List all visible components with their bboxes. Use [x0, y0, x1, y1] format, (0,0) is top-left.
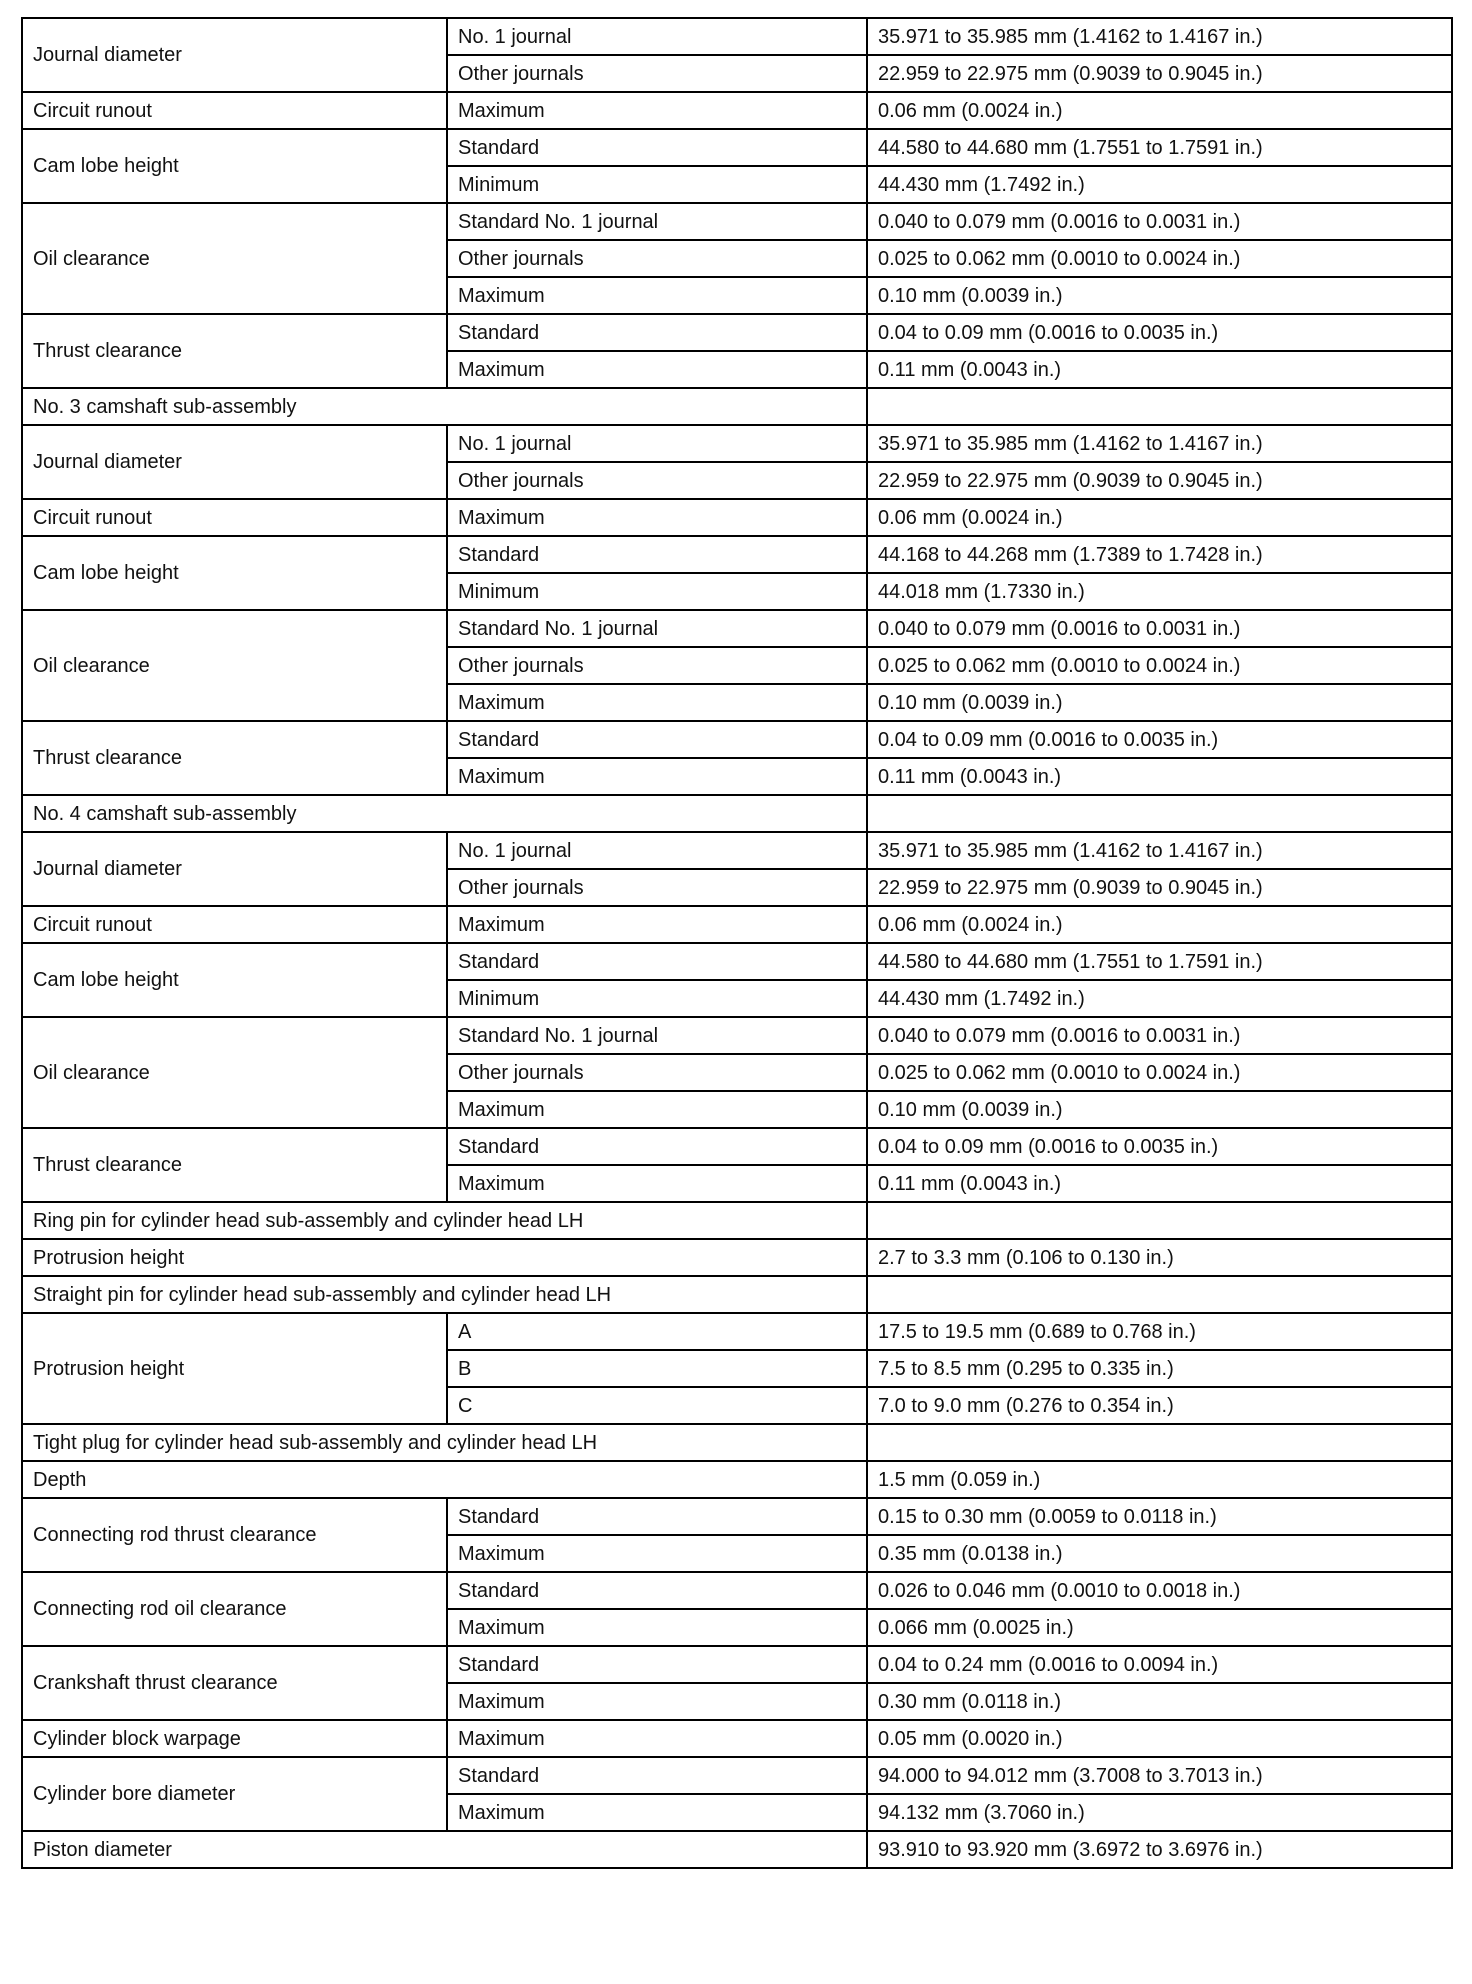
- table-cell: 0.040 to 0.079 mm (0.0016 to 0.0031 in.): [867, 610, 1452, 647]
- table-cell: Straight pin for cylinder head sub-assembly and cylinder head LH: [22, 1276, 867, 1313]
- table-row: [22, 906, 1452, 943]
- table-row: [22, 1239, 1452, 1276]
- table-cell: Maximum: [447, 277, 867, 314]
- table-cell: Cam lobe height: [22, 129, 447, 203]
- table-cell: 0.06 mm (0.0024 in.): [867, 92, 1452, 129]
- table-cell: 0.04 to 0.24 mm (0.0016 to 0.0094 in.): [867, 1646, 1452, 1683]
- table-cell: 7.0 to 9.0 mm (0.276 to 0.354 in.): [867, 1387, 1452, 1424]
- table-cell: Ring pin for cylinder head sub-assembly and cylinder head LH: [22, 1202, 867, 1239]
- table-row: [22, 425, 1452, 462]
- table-cell: Cam lobe height: [22, 943, 447, 1017]
- table-cell: Thrust clearance: [22, 721, 447, 795]
- table-cell: Circuit runout: [22, 499, 447, 536]
- specification-table-body: [22, 18, 1452, 1868]
- table-cell: [867, 388, 1452, 425]
- table-cell: Other journals: [447, 55, 867, 92]
- table-row: [22, 832, 1452, 869]
- table-cell: Standard No. 1 journal: [447, 1017, 867, 1054]
- table-cell: Standard: [447, 943, 867, 980]
- table-cell: 22.959 to 22.975 mm (0.9039 to 0.9045 in.): [867, 462, 1452, 499]
- table-row: [22, 1572, 1452, 1609]
- table-cell: 0.10 mm (0.0039 in.): [867, 277, 1452, 314]
- table-cell: Standard: [447, 1128, 867, 1165]
- table-cell: Standard: [447, 314, 867, 351]
- table-cell: Standard: [447, 536, 867, 573]
- table-cell: Standard: [447, 129, 867, 166]
- table-row: [22, 795, 1452, 832]
- table-row: [22, 943, 1452, 980]
- table-cell: Other journals: [447, 869, 867, 906]
- table-cell: Minimum: [447, 166, 867, 203]
- table-cell: Other journals: [447, 1054, 867, 1091]
- table-cell: Piston diameter: [22, 1831, 867, 1868]
- table-row: [22, 18, 1452, 55]
- table-cell: Other journals: [447, 462, 867, 499]
- table-cell: 0.026 to 0.046 mm (0.0010 to 0.0018 in.): [867, 1572, 1452, 1609]
- table-cell: [867, 1202, 1452, 1239]
- table-cell: B: [447, 1350, 867, 1387]
- table-cell: Maximum: [447, 758, 867, 795]
- table-cell: 44.018 mm (1.7330 in.): [867, 573, 1452, 610]
- table-cell: 44.580 to 44.680 mm (1.7551 to 1.7591 in.): [867, 129, 1452, 166]
- table-cell: Maximum: [447, 1091, 867, 1128]
- table-cell: 35.971 to 35.985 mm (1.4162 to 1.4167 in.): [867, 18, 1452, 55]
- table-cell: 44.168 to 44.268 mm (1.7389 to 1.7428 in.): [867, 536, 1452, 573]
- table-cell: Maximum: [447, 1720, 867, 1757]
- table-cell: 0.04 to 0.09 mm (0.0016 to 0.0035 in.): [867, 314, 1452, 351]
- table-cell: 0.05 mm (0.0020 in.): [867, 1720, 1452, 1757]
- table-cell: Depth: [22, 1461, 867, 1498]
- table-row: [22, 314, 1452, 351]
- table-cell: 0.04 to 0.09 mm (0.0016 to 0.0035 in.): [867, 1128, 1452, 1165]
- table-cell: Protrusion height: [22, 1313, 447, 1424]
- table-cell: Circuit runout: [22, 906, 447, 943]
- table-cell: 35.971 to 35.985 mm (1.4162 to 1.4167 in.): [867, 425, 1452, 462]
- table-row: [22, 203, 1452, 240]
- table-cell: [867, 1424, 1452, 1461]
- table-row: [22, 1128, 1452, 1165]
- table-cell: Oil clearance: [22, 203, 447, 314]
- table-cell: Maximum: [447, 351, 867, 388]
- table-cell: Oil clearance: [22, 1017, 447, 1128]
- table-cell: Standard: [447, 1572, 867, 1609]
- table-cell: 0.025 to 0.062 mm (0.0010 to 0.0024 in.): [867, 1054, 1452, 1091]
- table-cell: 0.06 mm (0.0024 in.): [867, 499, 1452, 536]
- table-cell: 0.30 mm (0.0118 in.): [867, 1683, 1452, 1720]
- table-cell: No. 3 camshaft sub-assembly: [22, 388, 867, 425]
- table-row: [22, 610, 1452, 647]
- table-cell: No. 4 camshaft sub-assembly: [22, 795, 867, 832]
- table-cell: Cylinder block warpage: [22, 1720, 447, 1757]
- table-cell: 0.066 mm (0.0025 in.): [867, 1609, 1452, 1646]
- table-row: [22, 1424, 1452, 1461]
- table-cell: No. 1 journal: [447, 832, 867, 869]
- table-cell: [867, 795, 1452, 832]
- table-row: [22, 1757, 1452, 1794]
- table-cell: Cam lobe height: [22, 536, 447, 610]
- table-cell: 0.04 to 0.09 mm (0.0016 to 0.0035 in.): [867, 721, 1452, 758]
- table-cell: Maximum: [447, 906, 867, 943]
- table-row: [22, 388, 1452, 425]
- table-cell: Thrust clearance: [22, 1128, 447, 1202]
- table-cell: Standard: [447, 1646, 867, 1683]
- table-row: [22, 1461, 1452, 1498]
- table-cell: Oil clearance: [22, 610, 447, 721]
- table-cell: Tight plug for cylinder head sub-assembly and cylinder head LH: [22, 1424, 867, 1461]
- table-cell: Standard: [447, 1757, 867, 1794]
- table-cell: 44.430 mm (1.7492 in.): [867, 980, 1452, 1017]
- table-row: [22, 1720, 1452, 1757]
- table-cell: A: [447, 1313, 867, 1350]
- table-cell: 44.580 to 44.680 mm (1.7551 to 1.7591 in.): [867, 943, 1452, 980]
- table-row: [22, 1017, 1452, 1054]
- table-cell: Maximum: [447, 92, 867, 129]
- table-cell: Standard: [447, 721, 867, 758]
- table-cell: 0.11 mm (0.0043 in.): [867, 351, 1452, 388]
- table-cell: Connecting rod oil clearance: [22, 1572, 447, 1646]
- table-cell: 94.132 mm (3.7060 in.): [867, 1794, 1452, 1831]
- table-cell: Maximum: [447, 1683, 867, 1720]
- table-cell: Journal diameter: [22, 832, 447, 906]
- table-row: [22, 499, 1452, 536]
- table-cell: 0.040 to 0.079 mm (0.0016 to 0.0031 in.): [867, 1017, 1452, 1054]
- table-cell: 0.10 mm (0.0039 in.): [867, 684, 1452, 721]
- table-row: [22, 1276, 1452, 1313]
- table-cell: [867, 1276, 1452, 1313]
- table-cell: 17.5 to 19.5 mm (0.689 to 0.768 in.): [867, 1313, 1452, 1350]
- table-cell: No. 1 journal: [447, 425, 867, 462]
- table-row: [22, 1646, 1452, 1683]
- table-cell: Crankshaft thrust clearance: [22, 1646, 447, 1720]
- table-cell: Other journals: [447, 647, 867, 684]
- table-cell: 0.15 to 0.30 mm (0.0059 to 0.0118 in.): [867, 1498, 1452, 1535]
- table-cell: Maximum: [447, 1794, 867, 1831]
- table-cell: 0.06 mm (0.0024 in.): [867, 906, 1452, 943]
- table-row: [22, 1831, 1452, 1868]
- table-cell: 0.35 mm (0.0138 in.): [867, 1535, 1452, 1572]
- table-cell: C: [447, 1387, 867, 1424]
- table-row: [22, 1498, 1452, 1535]
- specification-table: [21, 17, 1453, 1869]
- table-cell: 35.971 to 35.985 mm (1.4162 to 1.4167 in.): [867, 832, 1452, 869]
- table-cell: Protrusion height: [22, 1239, 867, 1276]
- table-cell: Standard: [447, 1498, 867, 1535]
- table-cell: 0.025 to 0.062 mm (0.0010 to 0.0024 in.): [867, 647, 1452, 684]
- table-cell: Cylinder bore diameter: [22, 1757, 447, 1831]
- table-cell: 7.5 to 8.5 mm (0.295 to 0.335 in.): [867, 1350, 1452, 1387]
- table-cell: 94.000 to 94.012 mm (3.7008 to 3.7013 in.): [867, 1757, 1452, 1794]
- table-cell: No. 1 journal: [447, 18, 867, 55]
- table-cell: Maximum: [447, 684, 867, 721]
- table-cell: Thrust clearance: [22, 314, 447, 388]
- table-cell: 0.025 to 0.062 mm (0.0010 to 0.0024 in.): [867, 240, 1452, 277]
- table-cell: Journal diameter: [22, 18, 447, 92]
- table-row: [22, 129, 1452, 166]
- table-cell: 0.11 mm (0.0043 in.): [867, 1165, 1452, 1202]
- table-cell: Maximum: [447, 1535, 867, 1572]
- table-row: [22, 92, 1452, 129]
- table-cell: 1.5 mm (0.059 in.): [867, 1461, 1452, 1498]
- table-cell: Minimum: [447, 980, 867, 1017]
- table-cell: 0.10 mm (0.0039 in.): [867, 1091, 1452, 1128]
- table-row: [22, 721, 1452, 758]
- table-cell: Standard No. 1 journal: [447, 203, 867, 240]
- table-cell: 22.959 to 22.975 mm (0.9039 to 0.9045 in.): [867, 55, 1452, 92]
- table-cell: Other journals: [447, 240, 867, 277]
- table-cell: Connecting rod thrust clearance: [22, 1498, 447, 1572]
- table-cell: 0.040 to 0.079 mm (0.0016 to 0.0031 in.): [867, 203, 1452, 240]
- table-cell: Minimum: [447, 573, 867, 610]
- table-cell: Maximum: [447, 1609, 867, 1646]
- table-cell: 93.910 to 93.920 mm (3.6972 to 3.6976 in.): [867, 1831, 1452, 1868]
- table-cell: 2.7 to 3.3 mm (0.106 to 0.130 in.): [867, 1239, 1452, 1276]
- table-cell: Journal diameter: [22, 425, 447, 499]
- table-cell: Circuit runout: [22, 92, 447, 129]
- table-cell: 0.11 mm (0.0043 in.): [867, 758, 1452, 795]
- table-cell: Maximum: [447, 499, 867, 536]
- table-cell: Standard No. 1 journal: [447, 610, 867, 647]
- table-row: [22, 1202, 1452, 1239]
- table-cell: 44.430 mm (1.7492 in.): [867, 166, 1452, 203]
- table-row: [22, 536, 1452, 573]
- table-cell: Maximum: [447, 1165, 867, 1202]
- table-cell: 22.959 to 22.975 mm (0.9039 to 0.9045 in.): [867, 869, 1452, 906]
- table-row: [22, 1313, 1452, 1350]
